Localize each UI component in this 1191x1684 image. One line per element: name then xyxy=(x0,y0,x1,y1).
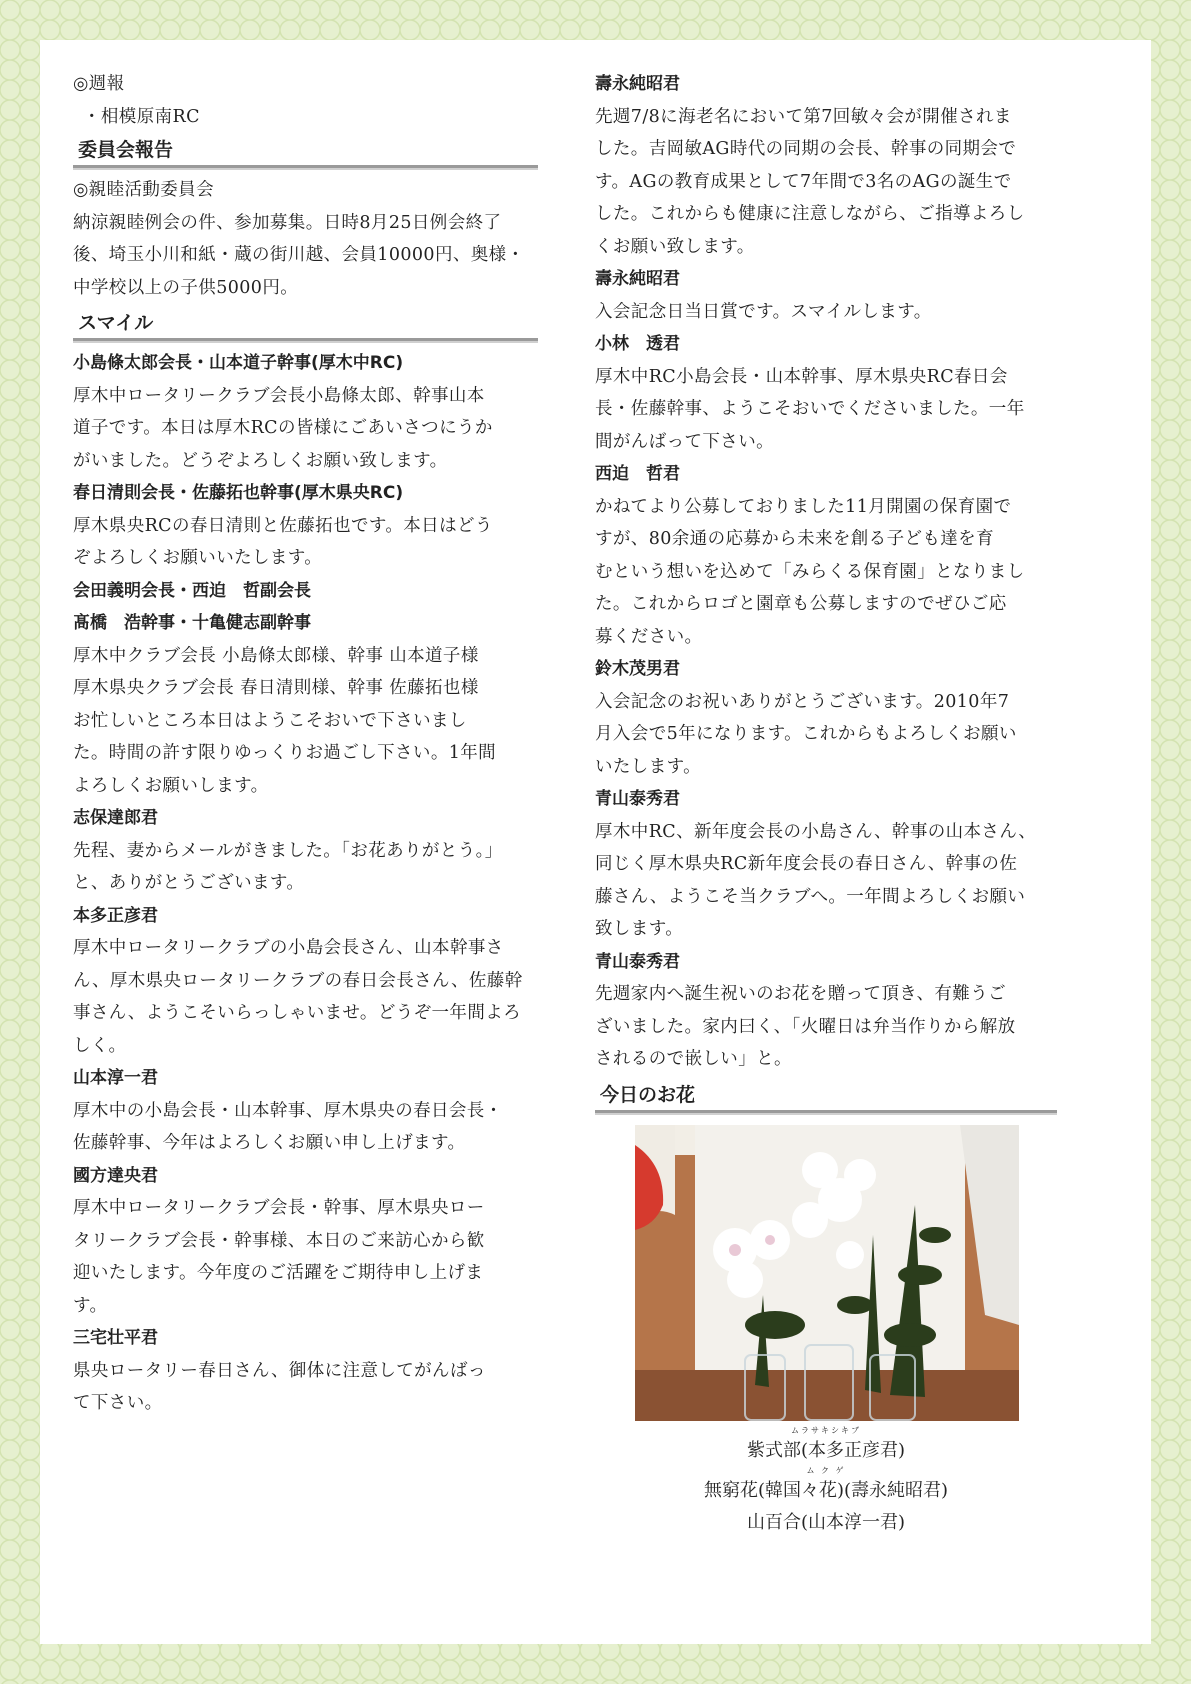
body-line: 入会記念日当日賞です。スマイルします。 xyxy=(595,301,932,322)
body-line: ぞよろしくお願いいたします。 xyxy=(73,548,323,568)
body-line: 間がんばって下さい。 xyxy=(595,431,774,452)
body-line: 後、埼玉小川和紙・蔵の街川越、会員10000円、奥様・ xyxy=(73,245,525,265)
body-line: 入会記念のお祝いありがとうございます。2010年7 xyxy=(595,691,1010,712)
page xyxy=(40,40,1151,1644)
body-line: 事さん、ようこそいらっしゃいませ。どうぞ一年間よろ xyxy=(73,1003,522,1023)
body-line: す。 xyxy=(73,1295,108,1316)
body-line: しく。 xyxy=(73,1035,127,1056)
body-line: タリークラブ会長・幹事様、本日のご来訪心から歓 xyxy=(73,1230,485,1251)
section-divider xyxy=(73,338,538,343)
smile-entries-right xyxy=(595,68,1057,1076)
body-line: すが、80余通の応募から未来を創る子ども達を育 xyxy=(595,529,994,549)
speaker-name: 髙橋 浩幹事・十亀健志副幹事 xyxy=(73,613,311,633)
speaker-name: 西迫 哲君 xyxy=(595,464,680,484)
speaker-name: 小島條太郎会長・山本道子幹事(厚木中RC) xyxy=(73,353,404,373)
committee-heading: 委員会報告 xyxy=(78,139,174,161)
body-line: 厚木中ロータリークラブの小島会長さん、山本幹事さ xyxy=(73,938,504,958)
caption-text: 無窮花(韓国々花)(壽永純昭君) xyxy=(703,1479,949,1501)
body-line: 迎いたします。今年度のご活躍をご期待申し上げま xyxy=(73,1263,484,1283)
body-line: 厚木中RC、新年度会長の小島さん、幹事の山本さん、 xyxy=(595,821,1037,842)
section-divider xyxy=(73,165,538,170)
body-line: お忙しいところ本日はようこそおいで下さいまし xyxy=(73,710,467,731)
section-divider xyxy=(595,1110,1057,1115)
body-line: た。時間の許す限りゆっくりお過ごし下さい。1年間 xyxy=(73,743,497,763)
speaker-name: 鈴木茂男君 xyxy=(595,659,680,679)
body-line: て下さい。 xyxy=(73,1393,163,1413)
body-line: 藤さん、ようこそ当クラブへ。一年間よろしくお願い xyxy=(595,886,1026,907)
body-line: 厚木県央RCの春日清則と佐藤拓也です。本日はどう xyxy=(73,515,493,536)
body-line: 佐藤幹事、今年はよろしくお願い申し上げます。 xyxy=(73,1133,466,1153)
body-line: 募ください。 xyxy=(595,626,703,647)
body-line: 厚木中ロータリークラブ会長小島條太郎、幹事山本 xyxy=(73,385,485,406)
body-line: した。これからも健康に注意しながら、ご指導よろし xyxy=(595,204,1025,224)
body-line: 先週家内へ誕生祝いのお花を贈って頂き、有難うご xyxy=(595,984,1006,1004)
speaker-name: 会田義明会長・西迫 哲副会長 xyxy=(73,580,311,601)
body-line: かねてより公募しておりました11月開園の保育園で xyxy=(595,496,1012,517)
weekly-item: ・相模原南RC xyxy=(83,106,200,127)
body-line: されるので嵌しい」と。 xyxy=(595,1049,792,1069)
speaker-name: 本多正彦君 xyxy=(73,905,158,926)
smile-heading: スマイル xyxy=(78,312,154,334)
smile-entries-left xyxy=(73,347,538,1420)
caption-text: 紫式部(本多正彦君) xyxy=(746,1439,906,1461)
body-line: 中学校以上の子供5000円。 xyxy=(73,277,299,298)
caption-ruby: ム ク ゲ xyxy=(806,1465,846,1475)
body-line: 厚木中の小島会長・山本幹事、厚木県央の春日会長・ xyxy=(73,1100,503,1121)
body-line: 厚木中クラブ会長 小島條太郎様、幹事 山本道子様 xyxy=(73,645,479,666)
flower-heading: 今日のお花 xyxy=(600,1083,696,1106)
body-line: ん、厚木県央ロータリークラブの春日会長さん、佐藤幹 xyxy=(73,970,523,991)
committee-body xyxy=(73,207,538,305)
speaker-name: 壽永純昭君 xyxy=(595,269,680,289)
body-line: 致します。 xyxy=(595,919,684,939)
body-line: 月入会で5年になります。これからもよろしくお願い xyxy=(595,724,1017,744)
committee-sub: ◎親睦活動委員会 xyxy=(73,180,214,200)
body-line: た。これからロゴと園章も公募しますのでぜひご応 xyxy=(595,594,1007,614)
body-line: 長・佐藤幹事、ようこそおいでくださいました。一年 xyxy=(595,399,1025,419)
speaker-name: 三宅壮平君 xyxy=(73,1328,158,1348)
flower-photo xyxy=(635,1125,1019,1421)
speaker-name: 小林 透君 xyxy=(595,334,680,354)
speaker-name: 春日清則会長・佐藤拓也幹事(厚木県央RC) xyxy=(73,483,404,503)
body-line: 同じく厚木県央RC新年度会長の春日さん、幹事の佐 xyxy=(595,854,1018,874)
speaker-name: 壽永純昭君 xyxy=(595,74,680,94)
body-line: よろしくお願いします。 xyxy=(73,775,269,796)
flower-caption xyxy=(595,1467,1057,1507)
body-line: むという想いを込めて「みらくる保育園」となりまし xyxy=(595,561,1025,582)
body-line: す。AGの教育成果として7年間で3名のAGの誕生で xyxy=(595,171,1012,192)
body-line: と、ありがとうございます。 xyxy=(73,873,305,893)
body-line: 道子です。本日は厚木RCの皆様にごあいさつにうか xyxy=(73,418,493,438)
speaker-name: 志保達郎君 xyxy=(73,808,158,828)
body-line: ざいました。家内曰く、「火曜日は弁当作りから解放 xyxy=(595,1016,1016,1037)
body-line: 県央ロータリー春日さん、御体に注意してがんばっ xyxy=(73,1360,486,1381)
left-column xyxy=(73,68,538,1420)
body-line: くお願い致します。 xyxy=(595,236,755,257)
speaker-name: 國方達央君 xyxy=(73,1165,158,1186)
flower-caption xyxy=(595,1507,1057,1539)
body-line: 厚木県央クラブ会長 春日清則様、幹事 佐藤拓也様 xyxy=(73,678,479,698)
body-line: 先程、妻からメールがきました。「お花ありがとう。」 xyxy=(73,840,503,861)
body-line: 納涼親睦例会の件、参加募集。日時8月25日例会終了 xyxy=(73,212,502,233)
body-line: 厚木中RC小島会長・山本幹事、厚木県央RC春日会 xyxy=(595,366,1008,387)
body-line: いたします。 xyxy=(595,756,701,777)
caption-ruby: ムラサキシキブ xyxy=(791,1425,861,1435)
speaker-name: 青山泰秀君 xyxy=(595,789,680,809)
right-column xyxy=(595,68,1057,1539)
speaker-name: 山本淳一君 xyxy=(73,1068,158,1088)
body-line: がいました。どうぞよろしくお願い致します。 xyxy=(73,450,448,471)
weekly-label: ◎週報 xyxy=(73,74,125,94)
flower-caption xyxy=(595,1427,1057,1467)
body-line: 先週7/8に海老名において第7回敏々会が開催されま xyxy=(595,106,1012,127)
body-line: 厚木中ロータリークラブ会長・幹事、厚木県央ロー xyxy=(73,1198,485,1218)
speaker-name: 青山泰秀君 xyxy=(595,951,680,972)
caption-text: 山百合(山本淳一君) xyxy=(746,1511,906,1533)
flower-captions xyxy=(595,1427,1057,1539)
body-line: した。吉岡敏AG時代の同期の会長、幹事の同期会で xyxy=(595,139,1017,159)
